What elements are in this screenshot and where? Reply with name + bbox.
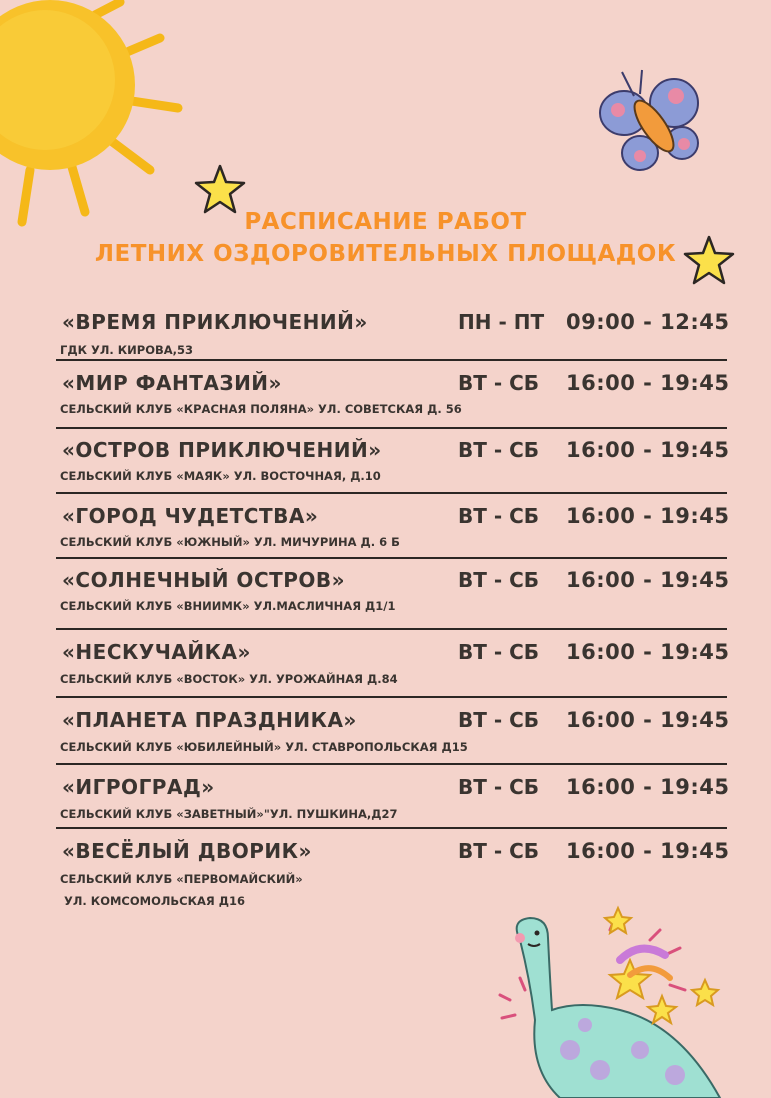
- venue-days: ВТ - СБ: [458, 839, 540, 863]
- venue-address: СЕЛЬСКИЙ КЛУБ «ЮБИЛЕЙНЫЙ» УЛ. СТАВРОПОЛЬСКАЯ Д15: [60, 740, 468, 754]
- venue-days: ВТ - СБ: [458, 708, 540, 732]
- venue-days: ВТ - СБ: [458, 568, 540, 592]
- venue-time: 16:00 - 19:45: [566, 839, 730, 863]
- title-line-1: РАСПИСАНИЕ РАБОТ: [244, 209, 527, 235]
- venue-address: СЕЛЬСКИЙ КЛУБ «ЗАВЕТНЫЙ»"УЛ. ПУШКИНА,Д27: [60, 807, 398, 821]
- venue-address: СЕЛЬСКИЙ КЛУБ «КРАСНАЯ ПОЛЯНА» УЛ. СОВЕТСКАЯ Д. 56: [60, 402, 462, 416]
- venue-name: «ВЕСЁЛЫЙ ДВОРИК»: [62, 839, 312, 863]
- venue-address: СЕЛЬСКИЙ КЛУБ «ВОСТОК» УЛ. УРОЖАЙНАЯ Д.84: [60, 672, 398, 686]
- venue-name: «ИГРОГРАД»: [62, 775, 215, 799]
- row-divider: [56, 827, 727, 829]
- venue-time: 16:00 - 19:45: [566, 708, 730, 732]
- venue-days: ВТ - СБ: [458, 438, 540, 462]
- venue-days: ВТ - СБ: [458, 775, 540, 799]
- sun-icon: [0, 0, 200, 235]
- venue-days: ВТ - СБ: [458, 640, 540, 664]
- page-title: [0, 206, 771, 270]
- venue-time: 16:00 - 19:45: [566, 438, 730, 462]
- venue-address: СЕЛЬСКИЙ КЛУБ «МАЯК» УЛ. ВОСТОЧНАЯ, Д.10: [60, 469, 381, 483]
- venue-days: ПН - ПТ: [458, 310, 545, 334]
- venue-name: «МИР ФАНТАЗИЙ»: [62, 371, 282, 395]
- venue-name: «СОЛНЕЧНЫЙ ОСТРОВ»: [62, 568, 346, 592]
- row-divider: [56, 557, 727, 559]
- row-divider: [56, 492, 727, 494]
- venue-name: «ПЛАНЕТА ПРАЗДНИКА»: [62, 708, 357, 732]
- venue-time: 16:00 - 19:45: [566, 640, 730, 664]
- venue-address: СЕЛЬСКИЙ КЛУБ «ЮЖНЫЙ» УЛ. МИЧУРИНА Д. 6 Б: [60, 535, 400, 549]
- venue-name: «ВРЕМЯ ПРИКЛЮЧЕНИЙ»: [62, 310, 368, 334]
- venue-time: 16:00 - 19:45: [566, 568, 730, 592]
- venue-time: 16:00 - 19:45: [566, 371, 730, 395]
- title-line-2: ЛЕТНИХ ОЗДОРОВИТЕЛЬНЫХ ПЛОЩАДОК: [94, 241, 677, 267]
- venue-time: 16:00 - 19:45: [566, 775, 730, 799]
- venue-name: «ГОРОД ЧУДЕТСТВА»: [62, 504, 319, 528]
- venue-name: «НЕСКУЧАЙКА»: [62, 640, 251, 664]
- venue-time: 09:00 - 12:45: [566, 310, 730, 334]
- row-divider: [56, 427, 727, 429]
- dinosaur-icon: [490, 900, 740, 1098]
- row-divider: [56, 359, 727, 361]
- venue-time: 16:00 - 19:45: [566, 504, 730, 528]
- row-divider: [56, 696, 727, 698]
- venue-name: «ОСТРОВ ПРИКЛЮЧЕНИЙ»: [62, 438, 382, 462]
- butterfly-icon: [596, 68, 704, 178]
- row-divider: [56, 628, 727, 630]
- venue-address-line-2: УЛ. КОМСОМОЛЬСКАЯ Д16: [64, 894, 246, 908]
- venue-address: СЕЛЬСКИЙ КЛУБ «ПЕРВОМАЙСКИЙ»: [60, 872, 303, 886]
- row-divider: [56, 763, 727, 765]
- venue-address: СЕЛЬСКИЙ КЛУБ «ВНИИМК» УЛ.МАСЛИЧНАЯ Д1/1: [60, 599, 396, 613]
- venue-days: ВТ - СБ: [458, 504, 540, 528]
- venue-days: ВТ - СБ: [458, 371, 540, 395]
- venue-address: ГДК УЛ. КИРОВА,53: [60, 343, 194, 357]
